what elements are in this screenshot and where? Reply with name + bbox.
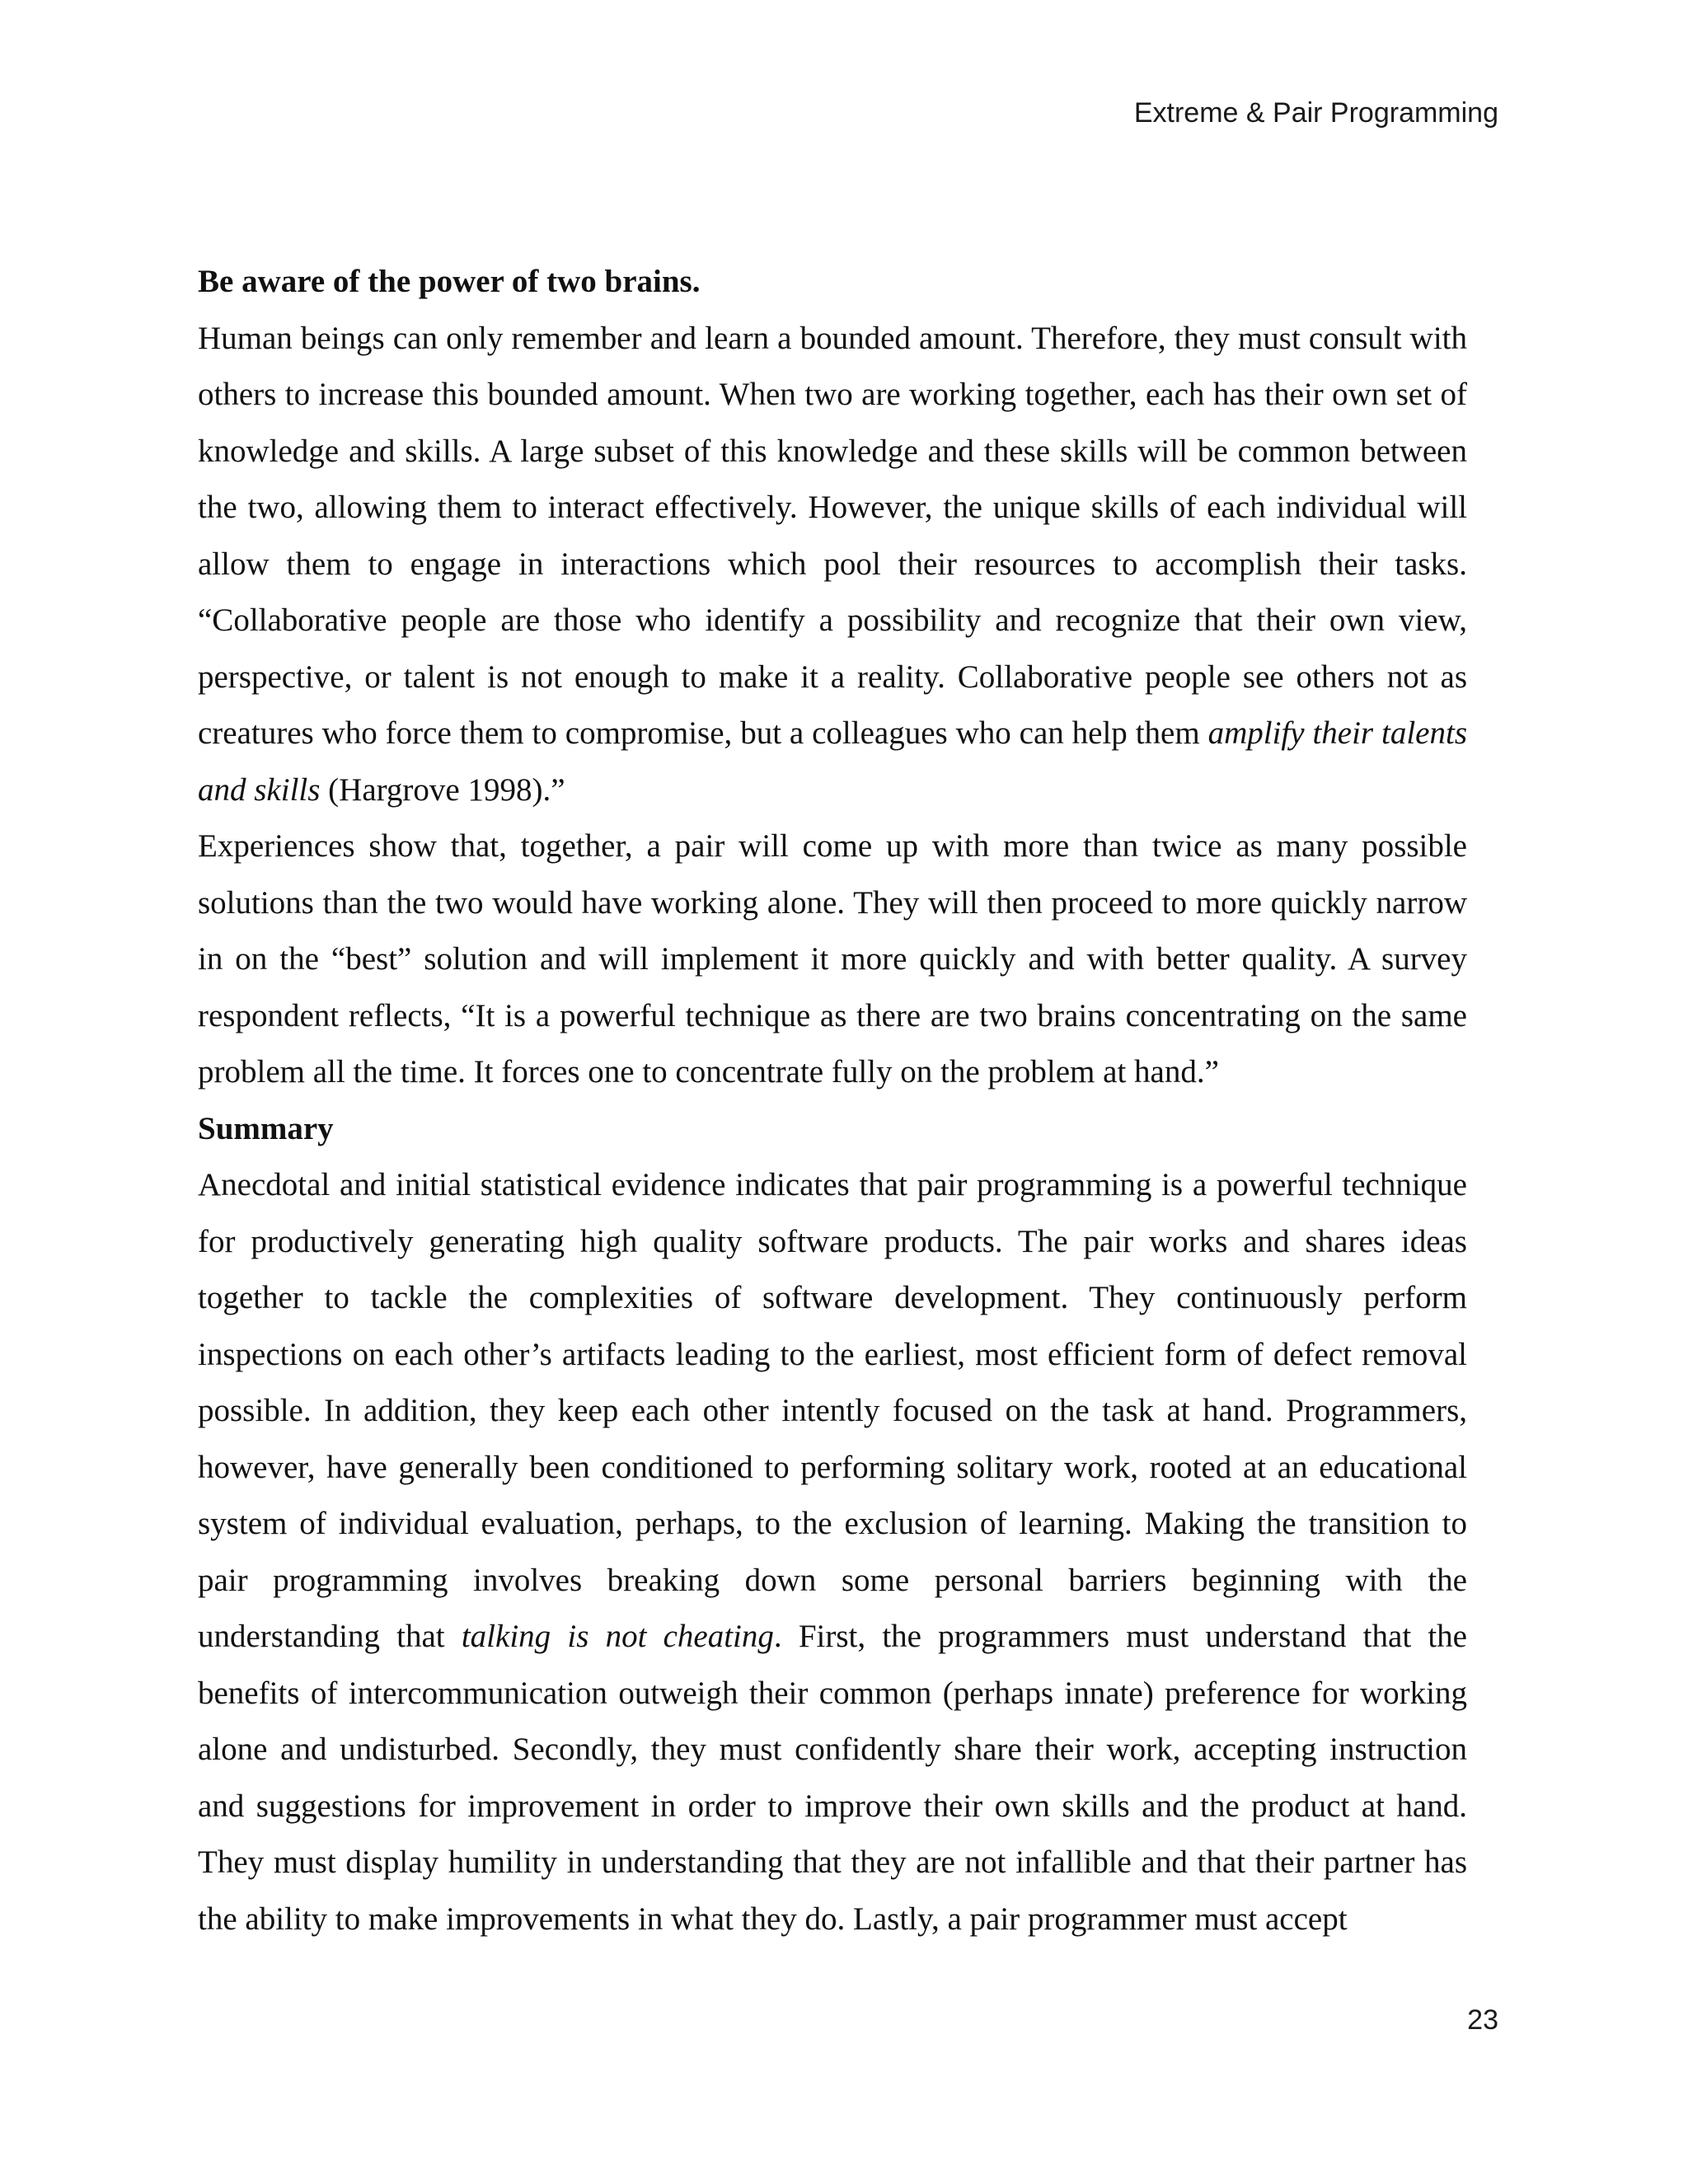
- italic-quote: amplify their talents and skills: [198, 715, 1467, 808]
- paragraph-text: Human beings can only remember and learn a bounded amount. Therefore, they must consult with others to increase this bounded amount. When two are working together, each has their own set of knowledge and skills. A large subset of this knowledge and these skills will be common between the two, allowing them to interact effectively. However, the unique skills of each individual will allow them to engage in interactions which pool their resources to accomplish their tasks. “Collaborative people are those who identify a possibility and recognize that their own view, perspective, or talent is not enough to make it a reality. Collaborative people see others not as creatures who force them to compromise, but a colleagues who can help them: [198, 320, 1467, 751]
- section-heading-two-brains: Be aware of the power of two brains.: [198, 264, 701, 299]
- page-body: [198, 254, 1467, 1947]
- paragraph-summary: [198, 1157, 1467, 1947]
- italic-phrase: talking is not cheating: [461, 1619, 774, 1654]
- paragraph-text: Anecdotal and initial statistical evidence indicates that pair programming is a powerful technique for productively generating high quality software products. The pair works and shares ideas together to tackle the complexities of software development. They continuously perform inspections on each other’s artifacts leading to the earliest, most efficient form of defect removal possible. In addition, they keep each other intently focused on the task at hand. Programmers, however, have generally been conditioned to performing solitary work, rooted at an educational system of individual evaluation, perhaps, to the exclusion of learning. Making the transition to pair programming involves breaking down some personal barriers beginning with the understanding that: [198, 1167, 1467, 1654]
- running-header: Extreme & Pair Programming: [1133, 97, 1498, 129]
- paragraph-text-continued: . First, the programmers must understand that the benefits of intercommunication outweigh their common (perhaps innate) preference for working alone and undisturbed. Secondly, they must confidently share their work, accepting instruction and suggestions for improvement in order to improve their own skills and the product at hand. They must display humility in understanding that they are not infallible and that their partner has the ability to make improvements in what they do. Lastly, a pair programmer must accept: [198, 1619, 1467, 1937]
- section-heading-summary: Summary: [198, 1110, 334, 1146]
- citation-text: (Hargrove 1998).”: [320, 771, 565, 808]
- paragraph-bounded-amount: [198, 311, 1467, 819]
- paragraph-experiences: Experiences show that, together, a pair will come up with more than twice as many possible solutions than the two would have working alone. They will then proceed to more quickly narrow in on the “best” solution and will implement it more quickly and with better quality. A survey respondent reflects, “It is a powerful technique as there are two brains concentrating on the same problem all the time. It forces one to concentrate fully on the problem at hand.”: [198, 828, 1467, 1090]
- page-number: 23: [1467, 2004, 1498, 2036]
